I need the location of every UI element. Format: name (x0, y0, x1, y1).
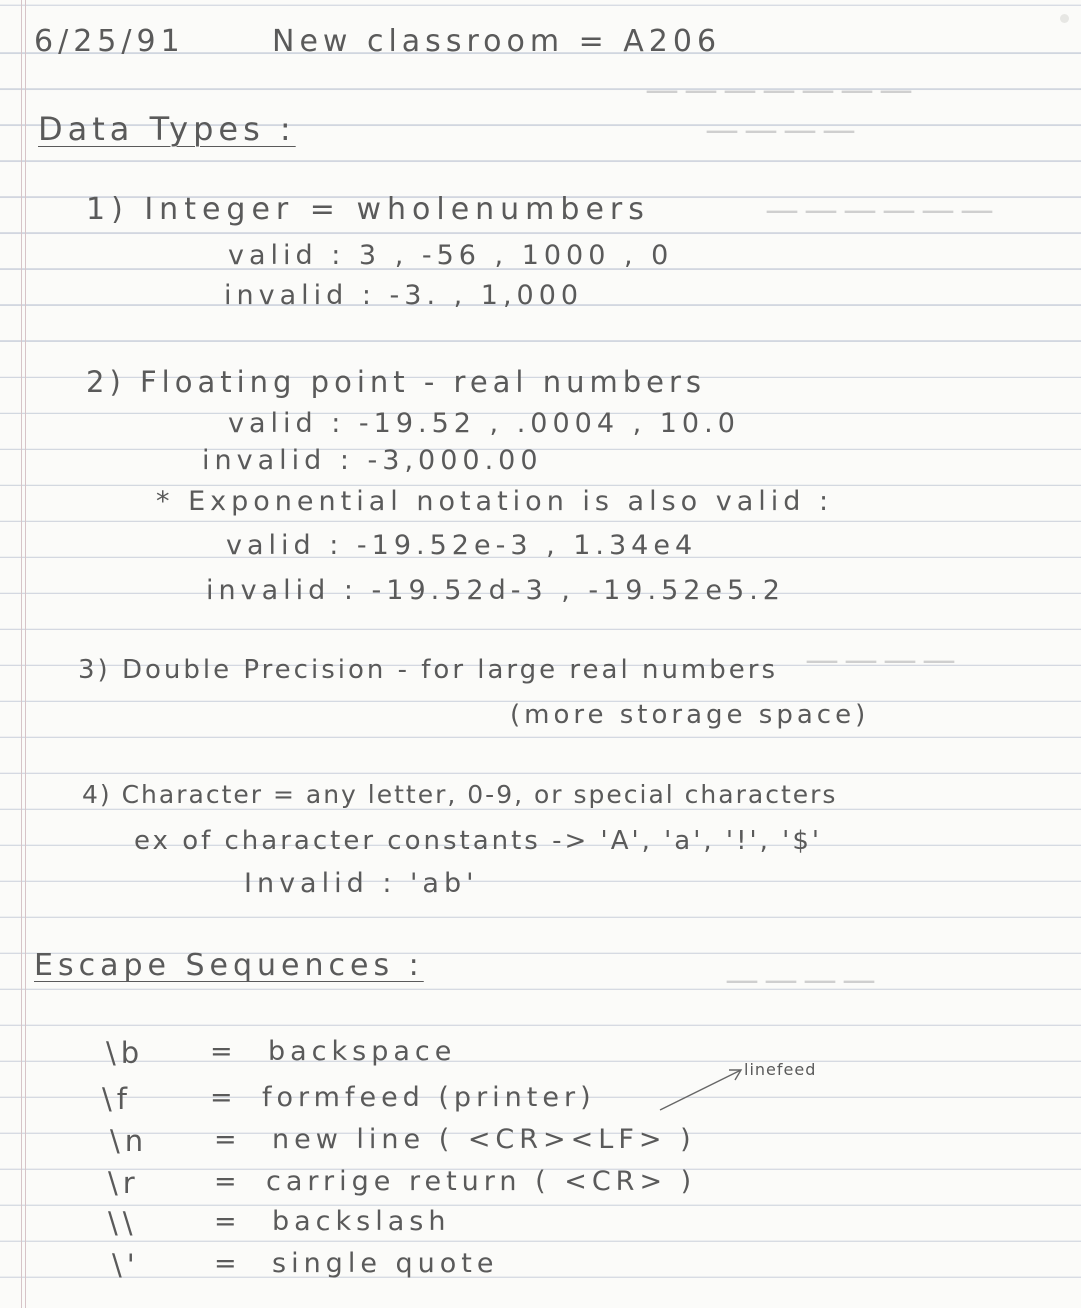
escape-equals: = (210, 1036, 238, 1067)
bleed-through: ——————— (640, 70, 913, 110)
character-title: 4) Character = any letter, 0-9, or special characters (82, 780, 838, 809)
escape-code: \n (110, 1124, 149, 1158)
escape-meaning: single quote (272, 1248, 499, 1279)
escape-meaning: formfeed (printer) (262, 1082, 596, 1113)
exponential-title: * Exponential notation is also valid : (156, 486, 834, 517)
date: 6/25/91 (34, 24, 185, 59)
punch-hole (1060, 14, 1069, 23)
integer-valid: valid : 3 , -56 , 1000 , 0 (228, 240, 674, 271)
escape-equals: = (214, 1248, 242, 1279)
escape-code: \\ (108, 1206, 138, 1240)
character-examples: ex of character constants -> 'A', 'a', '!', '$' (134, 826, 823, 856)
escape-code: \r (108, 1166, 140, 1200)
escape-meaning: backspace (268, 1036, 457, 1067)
escape-code: \f (102, 1082, 132, 1116)
bleed-through: ———— (800, 640, 956, 680)
floating-valid: valid : -19.52 , .0004 , 10.0 (228, 408, 740, 439)
escape-equals: = (214, 1206, 242, 1237)
data-types-heading: Data Types : (38, 110, 296, 148)
bleed-through: —————— (760, 190, 994, 230)
exponential-valid: valid : -19.52e-3 , 1.34e4 (226, 530, 698, 561)
escape-code: \b (106, 1036, 145, 1070)
classroom-note: New classroom = A206 (272, 24, 722, 59)
floating-invalid: invalid : -3,000.00 (202, 445, 543, 476)
escape-meaning: backslash (272, 1206, 451, 1237)
escape-equals: = (214, 1166, 242, 1197)
double-note: (more storage space) (510, 700, 870, 730)
escape-equals: = (210, 1082, 238, 1113)
double-title: 3) Double Precision - for large real numbers (78, 655, 778, 685)
floating-title: 2) Floating point - real numbers (86, 365, 706, 399)
escape-meaning: new line ( <CR><LF> ) (272, 1124, 696, 1155)
margin-line (25, 0, 26, 1308)
escape-code: \' (112, 1248, 140, 1282)
integer-title: 1) Integer = wholenumbers (86, 192, 650, 227)
linefeed-annotation: linefeed (744, 1060, 817, 1079)
exponential-invalid: invalid : -19.52d-3 , -19.52e5.2 (206, 575, 785, 606)
escape-heading: Escape Sequences : (34, 948, 424, 983)
bleed-through: ———— (700, 110, 856, 150)
escape-meaning: carrige return ( <CR> ) (266, 1166, 697, 1197)
annotation-arrow-icon (655, 1060, 750, 1115)
bleed-through: ———— (720, 960, 876, 1000)
character-invalid: Invalid : 'ab' (244, 868, 479, 899)
escape-equals: = (214, 1124, 242, 1155)
integer-invalid: invalid : -3. , 1,000 (224, 280, 584, 311)
margin-line (21, 0, 22, 1308)
